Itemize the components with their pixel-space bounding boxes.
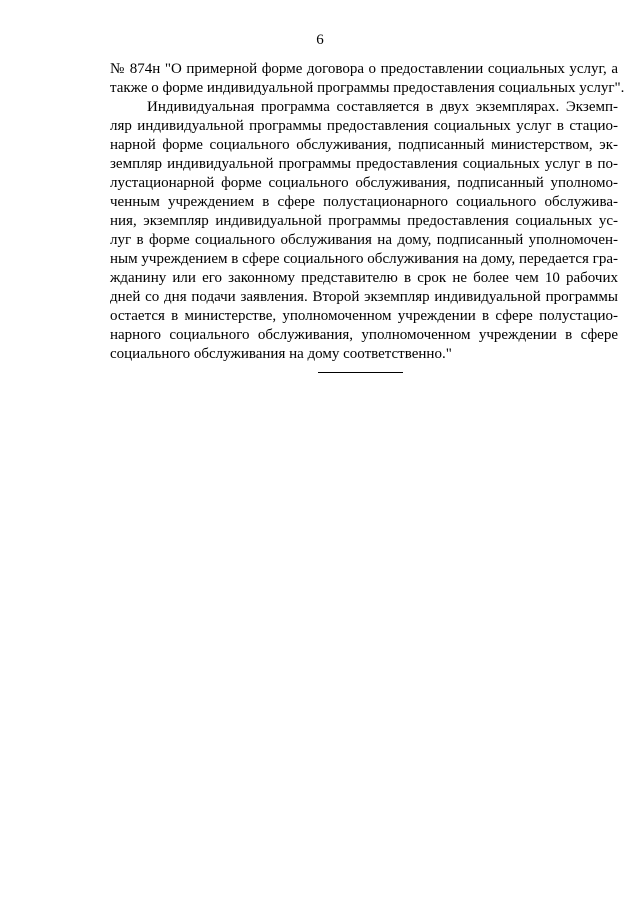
text-line: лустационарной форме социального обслуживания, подписанный уполномо- — [110, 175, 618, 191]
text-line: нарной форме социального обслуживания, подписанный министерством, эк- — [110, 137, 618, 153]
text-line: ния, экземпляр индивидуальной программы предоставления социальных ус- — [110, 213, 618, 229]
text-line: ляр индивидуальной программы предоставления социальных услуг в стацио- — [110, 118, 618, 134]
text-line: остается в министерстве, уполномоченном учреждении в сфере полустацио- — [110, 308, 618, 324]
text-line: луг в форме социального обслуживания на дому, подписанный уполномочен- — [110, 232, 618, 248]
text-line: № 874н "О примерной форме договора о предоставлении социальных услуг, а — [110, 61, 618, 77]
text-line: также о форме индивидуальной программы предоставления социальных услуг". — [110, 80, 625, 96]
page-number: 6 — [316, 32, 324, 48]
paragraph-first-line: Индивидуальная программа составляется в двух экземплярах. Экземп- — [147, 99, 618, 115]
text-line: социального обслуживания на дому соответственно." — [110, 346, 452, 362]
document-body — [110, 60, 625, 364]
text-line: земпляр индивидуальной программы предоставления социальных услуг в по- — [110, 156, 618, 172]
text-line: жданину или его законному представителю в срок не более чем 10 рабочих — [110, 270, 618, 286]
text-line: ным учреждением в сфере социального обслуживания на дому, передается гра- — [110, 251, 618, 267]
end-separator-line — [318, 372, 403, 373]
text-line: ченным учреждением в сфере полустационарного социального обслужива- — [110, 194, 618, 210]
text-line: нарного социального обслуживания, уполномоченном учреждении в сфере — [110, 327, 618, 343]
text-line: дней со дня подачи заявления. Второй экземпляр индивидуальной программы — [110, 289, 618, 305]
